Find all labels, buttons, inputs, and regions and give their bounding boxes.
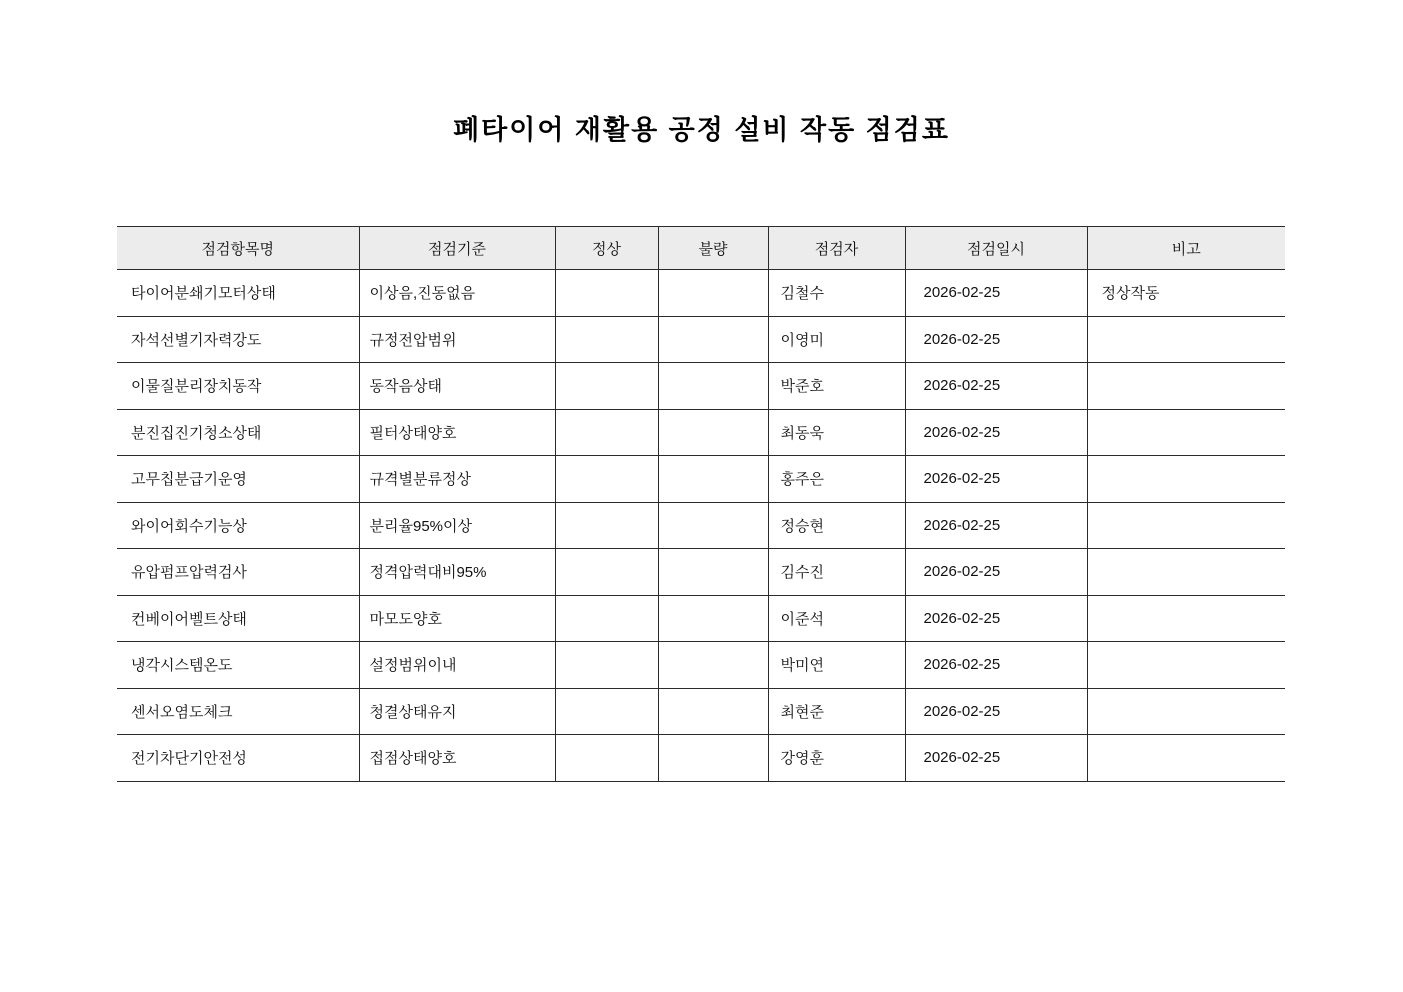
cell-defect-check[interactable]	[658, 642, 768, 689]
cell-normal-check[interactable]	[555, 409, 658, 456]
cell-defect-check[interactable]	[658, 502, 768, 549]
cell-date: 2026-02-25	[905, 409, 1087, 456]
checklist-table	[117, 226, 1285, 782]
cell-date: 2026-02-25	[905, 688, 1087, 735]
cell-note	[1087, 363, 1285, 410]
cell-item: 자석선별기자력강도	[117, 316, 359, 363]
table-header-row	[117, 227, 1285, 270]
cell-inspector: 홍주은	[768, 456, 905, 503]
cell-note	[1087, 456, 1285, 503]
cell-item: 분진집진기청소상태	[117, 409, 359, 456]
cell-date: 2026-02-25	[905, 549, 1087, 596]
cell-date: 2026-02-25	[905, 270, 1087, 317]
table-row	[117, 456, 1285, 503]
table-header	[117, 227, 1285, 270]
column-header-date: 점검일시	[905, 227, 1087, 270]
page-title: 폐타이어 재활용 공정 설비 작동 점검표	[453, 115, 950, 145]
cell-normal-check[interactable]	[555, 456, 658, 503]
cell-item: 고무칩분급기운영	[117, 456, 359, 503]
cell-standard: 청결상태유지	[359, 688, 555, 735]
column-header-inspector: 점검자	[768, 227, 905, 270]
cell-date: 2026-02-25	[905, 595, 1087, 642]
cell-defect-check[interactable]	[658, 735, 768, 782]
table-row	[117, 595, 1285, 642]
cell-item: 와이어회수기능상	[117, 502, 359, 549]
cell-inspector: 정승현	[768, 502, 905, 549]
cell-normal-check[interactable]	[555, 549, 658, 596]
table-row	[117, 688, 1285, 735]
cell-standard: 규정전압범위	[359, 316, 555, 363]
checklist-table-container	[117, 226, 1285, 782]
cell-note	[1087, 642, 1285, 689]
column-header-defect: 불량	[658, 227, 768, 270]
cell-item: 타이어분쇄기모터상태	[117, 270, 359, 317]
cell-standard: 정격압력대비95%	[359, 549, 555, 596]
cell-standard: 설정범위이내	[359, 642, 555, 689]
cell-defect-check[interactable]	[658, 456, 768, 503]
cell-inspector: 최현준	[768, 688, 905, 735]
column-header-standard: 점검기준	[359, 227, 555, 270]
cell-note	[1087, 409, 1285, 456]
cell-defect-check[interactable]	[658, 688, 768, 735]
cell-note: 정상작동	[1087, 270, 1285, 317]
cell-normal-check[interactable]	[555, 363, 658, 410]
cell-standard: 분리율95%이상	[359, 502, 555, 549]
cell-note	[1087, 316, 1285, 363]
cell-normal-check[interactable]	[555, 595, 658, 642]
cell-normal-check[interactable]	[555, 642, 658, 689]
cell-inspector: 김철수	[768, 270, 905, 317]
cell-normal-check[interactable]	[555, 735, 658, 782]
cell-item: 이물질분리장치동작	[117, 363, 359, 410]
table-row	[117, 549, 1285, 596]
cell-inspector: 최동욱	[768, 409, 905, 456]
cell-date: 2026-02-25	[905, 502, 1087, 549]
cell-standard: 접점상태양호	[359, 735, 555, 782]
column-header-item: 점검항목명	[117, 227, 359, 270]
table-row	[117, 409, 1285, 456]
table-row	[117, 270, 1285, 317]
cell-normal-check[interactable]	[555, 688, 658, 735]
cell-item: 냉각시스템온도	[117, 642, 359, 689]
table-row	[117, 316, 1285, 363]
cell-item: 유압펌프압력검사	[117, 549, 359, 596]
cell-inspector: 이준석	[768, 595, 905, 642]
cell-defect-check[interactable]	[658, 409, 768, 456]
cell-item: 컨베이어벨트상태	[117, 595, 359, 642]
cell-standard: 이상음,진동없음	[359, 270, 555, 317]
cell-inspector: 김수진	[768, 549, 905, 596]
cell-note	[1087, 502, 1285, 549]
cell-standard: 동작음상태	[359, 363, 555, 410]
table-body	[117, 270, 1285, 782]
cell-date: 2026-02-25	[905, 316, 1087, 363]
table-row	[117, 642, 1285, 689]
cell-inspector: 강영훈	[768, 735, 905, 782]
cell-standard: 필터상태양호	[359, 409, 555, 456]
table-row	[117, 735, 1285, 782]
cell-note	[1087, 735, 1285, 782]
cell-date: 2026-02-25	[905, 642, 1087, 689]
table-row	[117, 502, 1285, 549]
cell-date: 2026-02-25	[905, 735, 1087, 782]
cell-item: 센서오염도체크	[117, 688, 359, 735]
cell-inspector: 박준호	[768, 363, 905, 410]
cell-inspector: 이영미	[768, 316, 905, 363]
cell-normal-check[interactable]	[555, 316, 658, 363]
cell-note	[1087, 595, 1285, 642]
cell-item: 전기차단기안전성	[117, 735, 359, 782]
cell-defect-check[interactable]	[658, 363, 768, 410]
cell-defect-check[interactable]	[658, 549, 768, 596]
column-header-normal: 정상	[555, 227, 658, 270]
cell-standard: 규격별분류정상	[359, 456, 555, 503]
cell-inspector: 박미연	[768, 642, 905, 689]
column-header-note: 비고	[1087, 227, 1285, 270]
cell-date: 2026-02-25	[905, 363, 1087, 410]
table-row	[117, 363, 1285, 410]
cell-normal-check[interactable]	[555, 270, 658, 317]
cell-note	[1087, 549, 1285, 596]
cell-defect-check[interactable]	[658, 316, 768, 363]
cell-date: 2026-02-25	[905, 456, 1087, 503]
cell-normal-check[interactable]	[555, 502, 658, 549]
cell-defect-check[interactable]	[658, 270, 768, 317]
cell-standard: 마모도양호	[359, 595, 555, 642]
cell-note	[1087, 688, 1285, 735]
cell-defect-check[interactable]	[658, 595, 768, 642]
